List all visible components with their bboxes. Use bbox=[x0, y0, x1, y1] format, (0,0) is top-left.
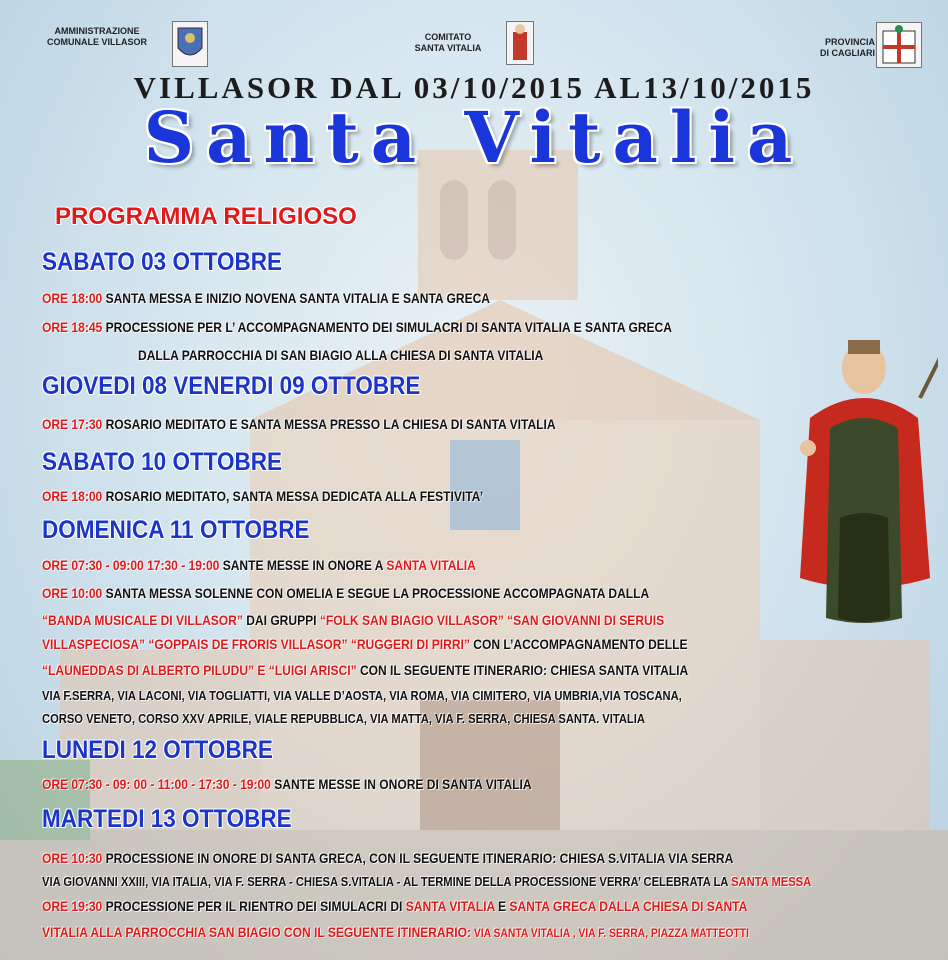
highlight-text: VITALIA ALLA PARROCCHIA SAN BIAGIO CON IL SEGUENTE ITINERARIO: bbox=[42, 924, 471, 940]
event-text: PROCESSIONE IN ONORE DI SANTA GRECA, CON IL SEGUENTE ITINERARIO: CHIESA S.VITALIA VIA SERRA bbox=[102, 850, 734, 866]
municipality-label bbox=[22, 26, 172, 48]
event-text: ROSARIO MEDITATO E SANTA MESSA PRESSO LA CHIESA DI SANTA VITALIA bbox=[102, 416, 556, 432]
province-label bbox=[790, 37, 875, 59]
province-line-1: PROVINCIA bbox=[824, 37, 875, 47]
day-heading: GIOVEDI 08 VENERDI 09 OTTOBRE bbox=[42, 372, 421, 400]
highlight-text: SANTA VITALIA bbox=[405, 898, 495, 914]
time-label: ORE 18:00 bbox=[42, 290, 103, 306]
highlight-text: VILLASPECIOSA” “GOPPAIS DE FRORIS VILLASOR” “RUGGERI DI PIRRI” bbox=[42, 636, 470, 652]
program-line bbox=[42, 585, 649, 601]
time-label: ORE 19:30 bbox=[42, 898, 103, 914]
time-label: ORE 10:00 bbox=[42, 585, 103, 601]
province-line-2: DI CAGLIARI bbox=[820, 48, 875, 58]
saint-vitalia-icon bbox=[506, 21, 534, 65]
event-text: PROCESSIONE PER IL RIENTRO DEI SIMULACRI DI bbox=[102, 898, 406, 914]
highlight-text: SANTA VITALIA bbox=[386, 557, 476, 573]
program-line bbox=[42, 416, 556, 432]
program-line bbox=[42, 776, 532, 792]
time-label: ORE 17:30 bbox=[42, 416, 103, 432]
event-text: SANTE MESSE IN ONORE A bbox=[219, 557, 387, 573]
event-text: SANTE MESSE IN ONORE DI SANTA VITALIA bbox=[270, 776, 532, 792]
committee-label bbox=[398, 32, 498, 54]
municipality-line-2: COMUNALE VILLASOR bbox=[47, 37, 147, 47]
event-text: DALLA PARROCCHIA DI SAN BIAGIO ALLA CHIESA DI SANTA VITALIA bbox=[138, 347, 544, 363]
highlight-text: “BANDA MUSICALE DI VILLASOR” bbox=[42, 612, 243, 628]
program-line bbox=[42, 290, 490, 306]
event-text: VIA F.SERRA, VIA LACONI, VIA TOGLIATTI, VIA VALLE D’AOSTA, VIA ROMA, VIA CIMITERO, VIA UMBRIA,VIA TOSCANA, bbox=[42, 688, 682, 703]
event-text: ROSARIO MEDITATO, SANTA MESSA DEDICATA ALLA FESTIVITA’ bbox=[102, 488, 484, 504]
highlight-text: VIA SANTA VITALIA , VIA F. SERRA, PIAZZA MATTEOTTI bbox=[470, 926, 749, 940]
program-line bbox=[42, 662, 688, 678]
villasor-crest-icon bbox=[172, 21, 208, 67]
program-line bbox=[42, 688, 682, 703]
program-line bbox=[42, 319, 672, 335]
event-text: DAI GRUPPI bbox=[242, 612, 320, 628]
event-text: CORSO VENETO, CORSO XXV APRILE, VIALE REPUBBLICA, VIA MATTA, VIA F. SERRA, CHIESA SANTA. VITALIA bbox=[42, 711, 645, 726]
time-label: ORE 07:30 - 09:00 17:30 - 19:00 bbox=[42, 557, 220, 573]
program-line bbox=[42, 898, 747, 914]
time-label: ORE 07:30 - 09: 00 - 11:00 - 17:30 - 19:00 bbox=[42, 776, 271, 792]
event-text: E bbox=[494, 898, 510, 914]
committee-line-1: COMITATO bbox=[424, 32, 472, 42]
saint-vitalia-statue-image bbox=[790, 338, 938, 628]
event-text: CON IL SEGUENTE ITINERARIO: CHIESA SANTA VITALIA bbox=[356, 662, 689, 678]
event-dates: VILLASOR DAL 03/10/2015 AL13/10/2015 bbox=[133, 70, 815, 105]
day-heading: MARTEDI 13 OTTOBRE bbox=[42, 805, 292, 833]
program-line bbox=[42, 850, 733, 866]
highlight-text: “FOLK SAN BIAGIO VILLASOR” “SAN GIOVANNI DI SERUIS bbox=[319, 612, 665, 628]
highlight-text: SANTA GRECA DALLA CHIESA DI SANTA bbox=[509, 898, 748, 914]
event-text: SANTA MESSA SOLENNE CON OMELIA E SEGUE LA PROCESSIONE ACCOMPAGNATA DALLA bbox=[102, 585, 650, 601]
day-heading: LUNEDI 12 OTTOBRE bbox=[42, 736, 273, 764]
program-line bbox=[42, 612, 664, 628]
highlight-text: SANTA MESSA bbox=[731, 874, 812, 889]
time-label: ORE 18:45 bbox=[42, 319, 103, 335]
event-text: VIA GIOVANNI XXIII, VIA ITALIA, VIA F. SERRA - CHIESA S.VITALIA - AL TERMINE DELLA PROCESSIONE VERRA’ CELEBRATA LA bbox=[42, 874, 732, 889]
municipality-line-1: AMMINISTRAZIONE bbox=[54, 26, 140, 36]
event-text: CON L’ACCOMPAGNAMENTO DELLE bbox=[469, 636, 688, 652]
program-title: PROGRAMMA RELIGIOSO bbox=[55, 203, 357, 230]
day-heading: SABATO 10 OTTOBRE bbox=[42, 448, 283, 476]
time-label: ORE 10:30 bbox=[42, 850, 103, 866]
event-text: PROCESSIONE PER L’ ACCOMPAGNAMENTO DEI SIMULACRI DI SANTA VITALIA E SANTA GRECA bbox=[102, 319, 672, 335]
cagliari-province-crest-icon bbox=[876, 22, 922, 68]
program-line bbox=[42, 874, 811, 889]
day-heading: DOMENICA 11 OTTOBRE bbox=[42, 516, 310, 544]
day-heading: SABATO 03 OTTOBRE bbox=[42, 248, 283, 276]
program-line bbox=[42, 636, 688, 652]
committee-line-2: SANTA VITALIA bbox=[414, 43, 482, 53]
program-line bbox=[42, 488, 483, 504]
event-title: Santa Vitalia bbox=[143, 96, 805, 179]
program-line bbox=[42, 924, 749, 940]
program-line bbox=[42, 711, 645, 726]
event-text: SANTA MESSA E INIZIO NOVENA SANTA VITALIA E SANTA GRECA bbox=[102, 290, 490, 306]
program-line bbox=[42, 557, 476, 573]
program-line bbox=[138, 347, 543, 363]
time-label: ORE 18:00 bbox=[42, 488, 103, 504]
highlight-text: “LAUNEDDAS DI ALBERTO PILUDU” E “LUIGI ARISCI” bbox=[42, 662, 357, 678]
